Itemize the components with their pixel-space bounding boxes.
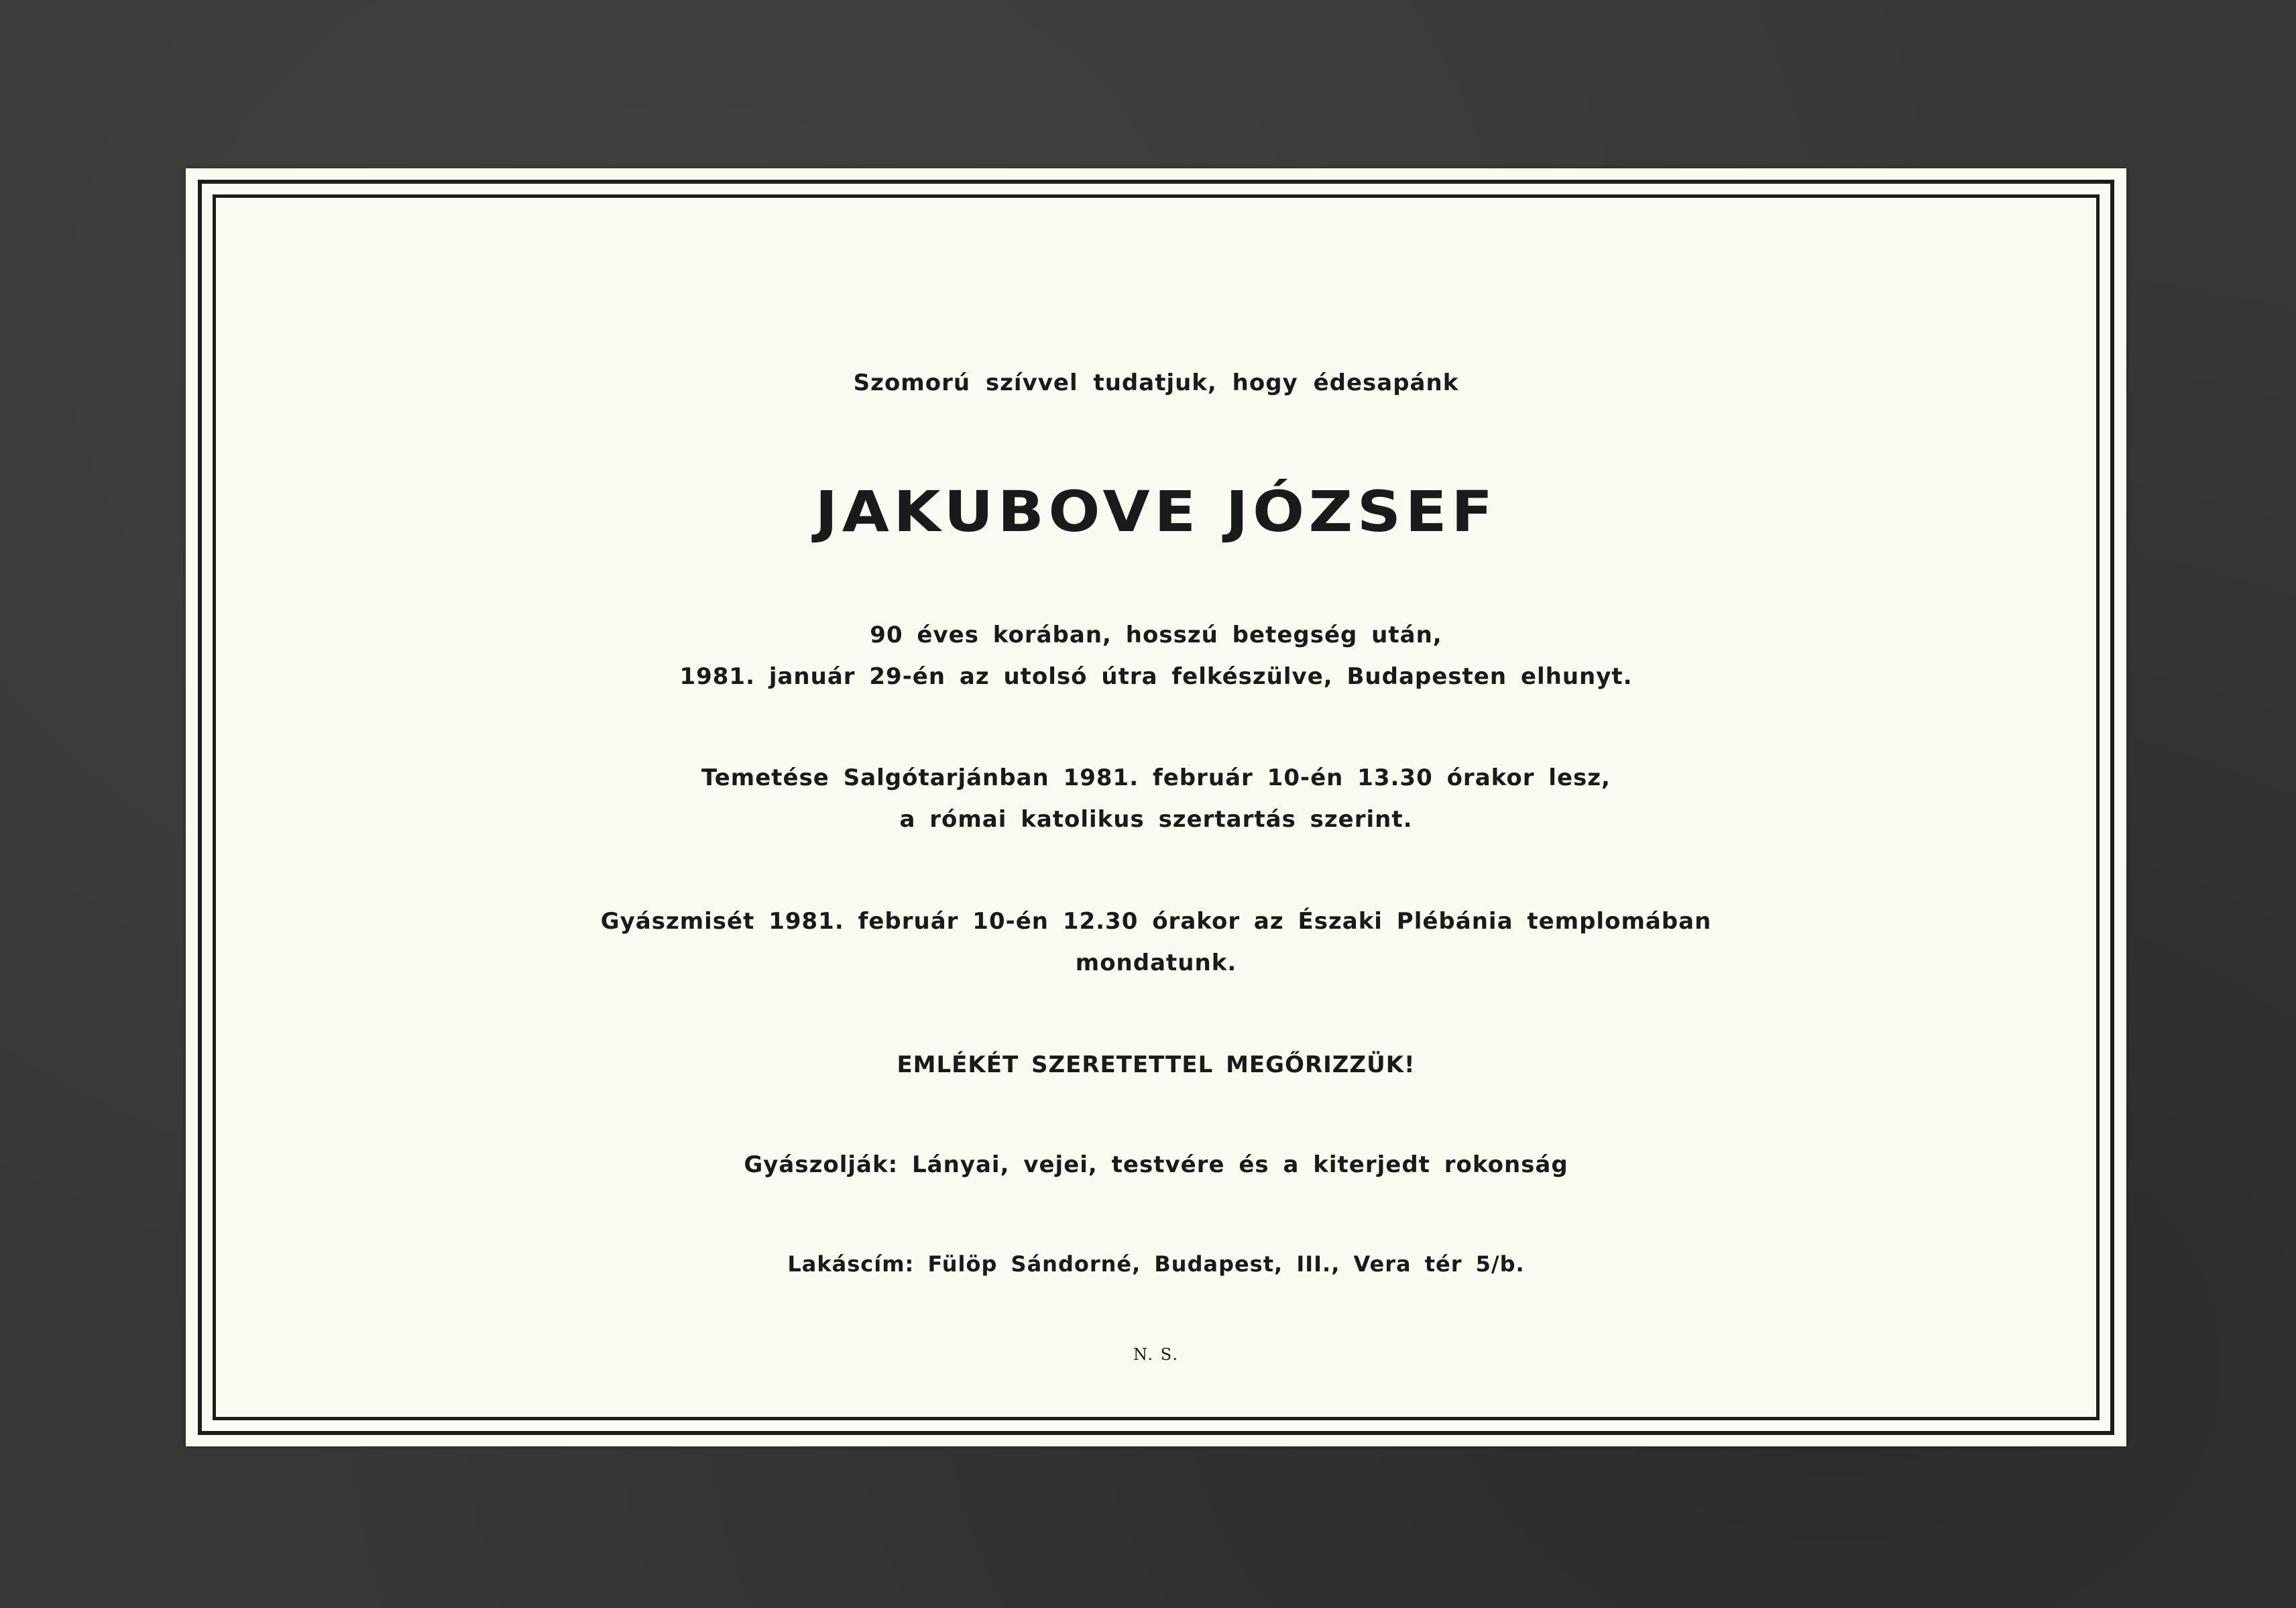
death-line-2: 1981. január 29-én az utolsó útra felkészülve, Budapesten elhunyt. [679, 663, 1633, 690]
death-line-1: 90 éves korában, hosszú betegség után, [870, 622, 1442, 648]
memory-statement: EMLÉKÉT SZERETETTEL MEGŐRIZZÜK! [897, 1051, 1416, 1078]
intro-line: Szomorú szívvel tudatjuk, hogy édesapánk [853, 369, 1459, 396]
deceased-name: JAKUBOVE JÓZSEF [815, 479, 1497, 544]
mass-line-1: Gyászmisét 1981. február 10-én 12.30 órakor az Északi Plébánia templomában [600, 908, 1712, 935]
funeral-line-2: a római katolikus szertartás szerint. [899, 806, 1413, 833]
printer-initials: N. S. [1133, 1345, 1179, 1364]
address-line: Lakáscím: Fülöp Sándorné, Budapest, III., Vera tér 5/b. [787, 1251, 1525, 1277]
mass-line-2: mondatunk. [1075, 950, 1237, 976]
mourners-line: Gyászolják: Lányai, vejei, testvére és a kiterjedt rokonság [744, 1151, 1568, 1178]
funeral-line-1: Temetése Salgótarjánban 1981. február 10-én 13.30 órakor lesz, [701, 764, 1611, 791]
obituary-text [186, 168, 2126, 1446]
obituary-card [186, 168, 2126, 1446]
